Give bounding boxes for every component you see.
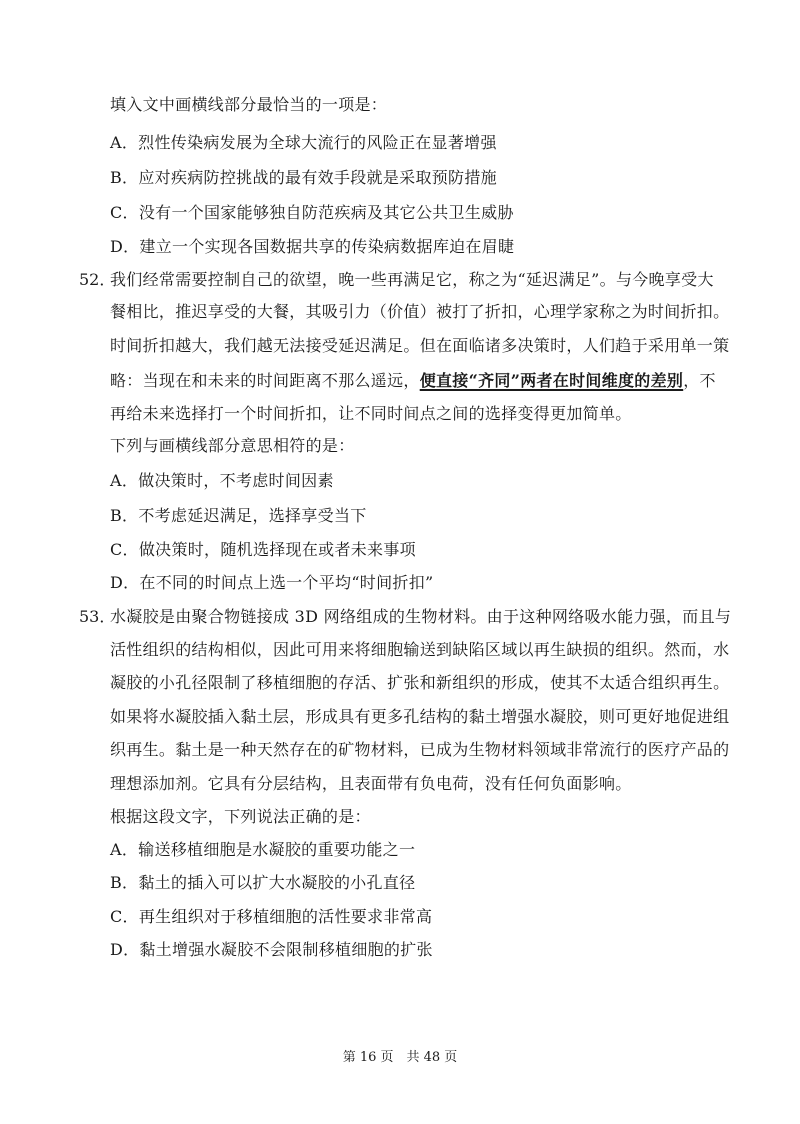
q53-option-a: A．输送移植细胞是水凝胶的重要功能之一 — [110, 840, 416, 859]
q53-line-3: 凝胶的小孔径限制了移植细胞的存活、扩张和新组织的形成，使其不太适合组织再生。 — [110, 673, 730, 692]
q52-option-d: D．在不同的时间点上选一个平均“时间折扣” — [110, 573, 434, 592]
q53-line-1: 水凝胶是由聚合物链接成 3D 网络组成的生物材料。由于这种网络吸水能力强，而且与 — [110, 607, 732, 626]
q51-option-c: C．没有一个国家能够独自防范疾病及其它公共卫生威胁 — [110, 203, 514, 222]
q52-line-2: 餐相比，推迟享受的大餐，其吸引力（价值）被打了折扣，心理学家称之为时间折扣。 — [110, 302, 730, 321]
q52-line-4-after: ，不 — [683, 371, 716, 390]
q52-line-3: 时间折扣越大，我们越无法接受延迟满足。但在面临诸多决策时，人们趋于采用单一策 — [110, 336, 730, 355]
q52-line-4 — [110, 371, 716, 391]
q53-line-6: 理想添加剂。它具有分层结构，且表面带有负电荷，没有任何负面影响。 — [110, 774, 632, 793]
q52-underlined-phrase: 便直接“齐同”两者在时间维度的差别 — [419, 371, 684, 390]
q53-option-b: B．黏土的插入可以扩大水凝胶的小孔直径 — [110, 873, 416, 892]
q53-line-4: 如果将水凝胶插入黏土层，形成具有更多孔结构的黏土增强水凝胶，则可更好地促进组 — [110, 707, 730, 726]
q51-prompt: 填入文中画横线部分最恰当的一项是： — [110, 95, 388, 114]
q52-option-c: C．做决策时，随机选择现在或者未来事项 — [110, 540, 416, 559]
q51-option-b: B．应对疾病防控挑战的最有效手段就是采取预防措施 — [110, 168, 497, 187]
q53-number: 53． — [79, 607, 116, 626]
q51-option-a: A．烈性传染病发展为全球大流行的风险正在显著增强 — [110, 133, 497, 152]
q52-prompt: 下列与画横线部分意思相符的是： — [110, 436, 355, 455]
q53-option-d: D．黏土增强水凝胶不会限制移植细胞的扩张 — [110, 940, 433, 959]
page-footer: 第 16 页 共 48 页 — [342, 1050, 458, 1065]
q53-option-c: C．再生组织对于移植细胞的活性要求非常高 — [110, 907, 433, 926]
q53-line-2: 活性组织的结构相似，因此可用来将细胞输送到缺陷区域以再生缺损的组织。然而，水 — [110, 640, 730, 659]
q52-line-5: 再给未来选择打一个时间折扣，让不同时间点之间的选择变得更加简单。 — [110, 404, 632, 423]
q52-line-1: 我们经常需要控制自己的欲望，晚一些再满足它，称之为“延迟满足”。与今晚享受大 — [110, 270, 714, 289]
q51-option-d: D．建立一个实现各国数据共享的传染病数据库迫在眉睫 — [110, 237, 515, 256]
q53-prompt: 根据这段文字，下列说法正确的是： — [110, 807, 371, 826]
q52-option-b: B．不考虑延迟满足，选择享受当下 — [110, 506, 367, 525]
q52-line-4-before: 略：当现在和未来的时间距离不那么遥远， — [110, 371, 420, 390]
q52-option-a: A．做决策时，不考虑时间因素 — [110, 471, 334, 490]
q53-line-5: 织再生。黏土是一种天然存在的矿物材料，已成为生物材料领域非常流行的医疗产品的 — [110, 740, 730, 759]
q52-number: 52． — [79, 270, 116, 289]
